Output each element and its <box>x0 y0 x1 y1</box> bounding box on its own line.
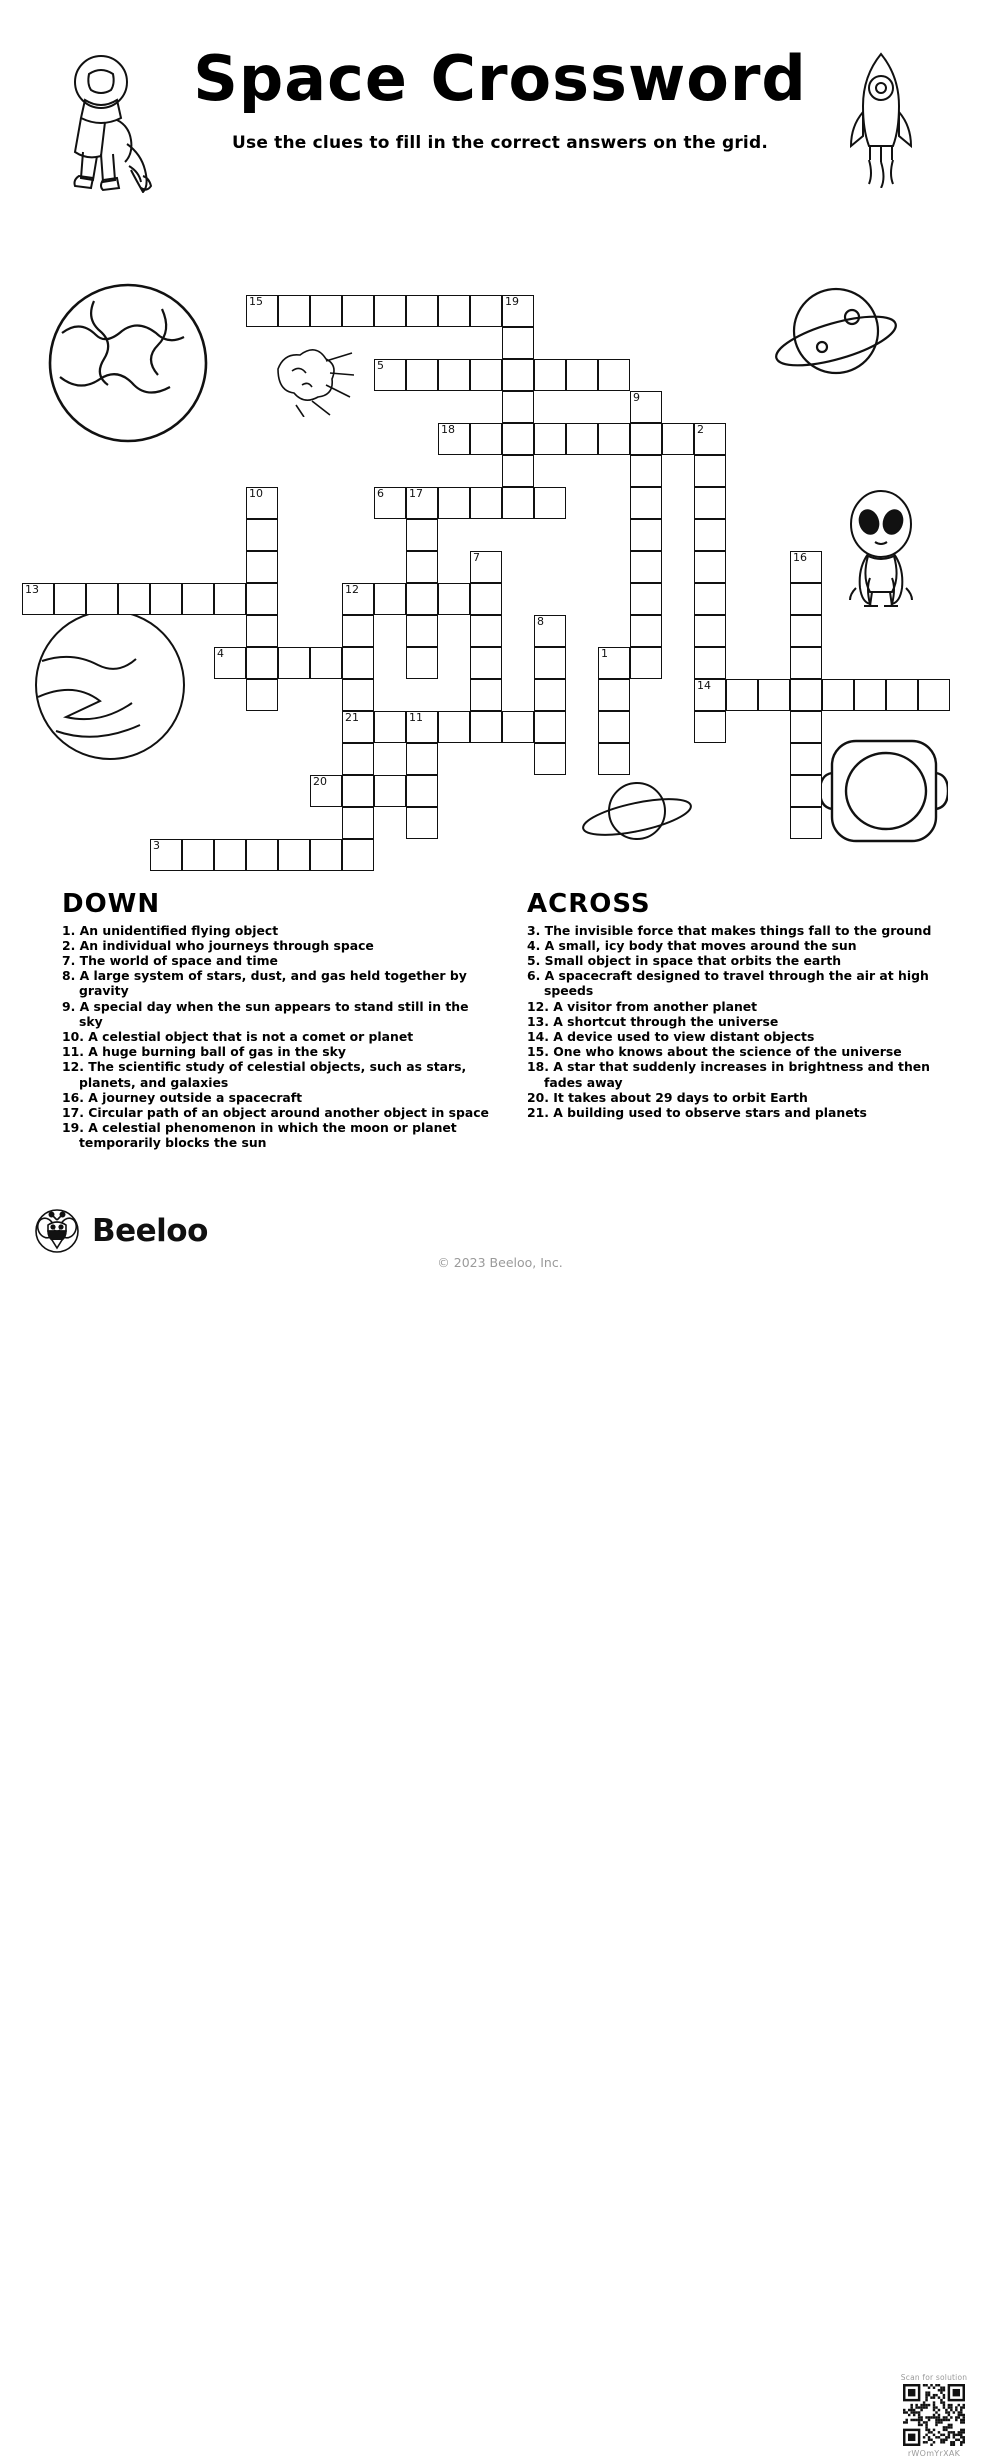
crossword-cell[interactable] <box>342 839 374 871</box>
crossword-cell[interactable] <box>406 711 438 743</box>
crossword-cell[interactable] <box>310 295 342 327</box>
cell-number: 13 <box>25 583 39 596</box>
crossword-cell[interactable] <box>502 711 534 743</box>
cell-number: 21 <box>345 711 359 724</box>
clue-text: A huge burning ball of gas in the sky <box>88 1044 346 1060</box>
clue-item <box>527 1014 947 1029</box>
crossword-cell[interactable] <box>918 679 950 711</box>
crossword-cell[interactable] <box>790 615 822 647</box>
qr-code-icon[interactable] <box>903 2384 965 2446</box>
crossword-cell[interactable] <box>374 359 406 391</box>
crossword-cell[interactable] <box>598 359 630 391</box>
crossword-cell[interactable] <box>726 679 758 711</box>
crossword-cell[interactable] <box>694 583 726 615</box>
crossword-cell[interactable] <box>406 295 438 327</box>
crossword-cell[interactable] <box>246 583 278 615</box>
crossword-cell[interactable] <box>374 295 406 327</box>
crossword-cell[interactable] <box>694 487 726 519</box>
crossword-cell[interactable] <box>214 647 246 679</box>
crossword-cell[interactable] <box>470 487 502 519</box>
crossword-cell[interactable] <box>534 487 566 519</box>
clue-number: 1. <box>62 922 80 938</box>
crossword-cell[interactable] <box>534 711 566 743</box>
crossword-cell[interactable] <box>502 327 534 359</box>
alien-illustration <box>838 490 924 610</box>
cell-number: 15 <box>249 295 263 308</box>
crossword-area <box>0 255 1000 880</box>
crossword-cell[interactable] <box>118 583 150 615</box>
clue-item <box>527 1090 947 1105</box>
clue-number: 19. <box>62 1120 89 1136</box>
crossword-cell[interactable] <box>502 423 534 455</box>
down-heading: DOWN <box>62 889 161 919</box>
crossword-cell[interactable] <box>406 487 438 519</box>
clue-text: An unidentified flying object <box>79 922 279 938</box>
clue-number: 9. <box>62 998 80 1014</box>
clue-number: 14. <box>527 1029 554 1045</box>
clue-text: A shortcut through the universe <box>553 1013 779 1029</box>
crossword-cell[interactable] <box>694 551 726 583</box>
clue-text: A spacecraft designed to travel through the air at high speeds <box>544 968 929 999</box>
crossword-cell[interactable] <box>502 487 534 519</box>
crossword-cell[interactable] <box>470 295 502 327</box>
page-footer <box>0 1185 1000 2458</box>
crossword-cell[interactable] <box>374 487 406 519</box>
cell-number: 10 <box>249 487 263 500</box>
crossword-cell[interactable] <box>182 583 214 615</box>
clue-item <box>62 1120 492 1150</box>
clue-item <box>62 1029 492 1044</box>
cell-number: 20 <box>313 775 327 788</box>
clue-number: 16. <box>62 1089 89 1105</box>
clue-item <box>527 968 947 998</box>
cell-number: 11 <box>409 711 423 724</box>
crossword-cell[interactable] <box>278 839 310 871</box>
crossword-cell[interactable] <box>790 583 822 615</box>
crossword-cell[interactable] <box>406 743 438 775</box>
cell-number: 14 <box>697 679 711 692</box>
clue-number: 12. <box>62 1059 89 1075</box>
clue-text: A visitor from another planet <box>553 998 758 1014</box>
crossword-cell[interactable] <box>790 743 822 775</box>
meteor-illustration <box>268 345 354 417</box>
clue-number: 18. <box>527 1059 554 1075</box>
crossword-cell[interactable] <box>246 679 278 711</box>
crossword-cell[interactable] <box>342 711 374 743</box>
brand-name: Beeloo <box>92 1213 208 1249</box>
clue-item <box>62 1059 492 1089</box>
cell-number: 12 <box>345 583 359 596</box>
crossword-cell[interactable] <box>182 839 214 871</box>
crossword-cell[interactable] <box>630 647 662 679</box>
clue-number: 12. <box>527 998 554 1014</box>
clue-number: 4. <box>527 937 545 953</box>
crossword-cell[interactable] <box>310 775 342 807</box>
clue-number: 21. <box>527 1105 554 1121</box>
clue-number: 8. <box>62 968 80 984</box>
across-clue-list <box>527 923 947 1121</box>
crossword-cell[interactable] <box>406 615 438 647</box>
crossword-cell[interactable] <box>406 583 438 615</box>
cell-number: 2 <box>697 423 704 436</box>
crossword-cell[interactable] <box>534 679 566 711</box>
crossword-cell[interactable] <box>470 423 502 455</box>
crossword-cell[interactable] <box>470 551 502 583</box>
crossword-cell[interactable] <box>22 583 54 615</box>
clue-item <box>527 953 947 968</box>
crossword-cell[interactable] <box>694 711 726 743</box>
crossword-cell[interactable] <box>214 839 246 871</box>
across-clues-column <box>527 890 947 1120</box>
crossword-cell[interactable] <box>310 839 342 871</box>
clue-item <box>62 968 492 998</box>
crossword-cell[interactable] <box>374 775 406 807</box>
crossword-cell[interactable] <box>534 743 566 775</box>
clue-item <box>527 1059 947 1089</box>
crossword-cell[interactable] <box>598 423 630 455</box>
crossword-cell[interactable] <box>342 583 374 615</box>
crossword-cell[interactable] <box>438 583 470 615</box>
clue-text: A celestial object that is not a comet or planet <box>88 1029 414 1045</box>
clues-section <box>0 890 1000 1180</box>
crossword-cell[interactable] <box>694 679 726 711</box>
clue-number: 3. <box>527 922 545 938</box>
clue-number: 17. <box>62 1105 89 1121</box>
crossword-cell[interactable] <box>470 711 502 743</box>
striped-planet-illustration <box>30 605 190 765</box>
crossword-cell[interactable] <box>822 679 854 711</box>
crossword-cell[interactable] <box>438 711 470 743</box>
clue-number: 6. <box>527 968 545 984</box>
crossword-cell[interactable] <box>342 807 374 839</box>
clue-text: A small, icy body that moves around the sun <box>544 937 857 953</box>
crossword-cell[interactable] <box>886 679 918 711</box>
crossword-cell[interactable] <box>694 423 726 455</box>
cell-number: 16 <box>793 551 807 564</box>
clue-item <box>527 1044 947 1059</box>
clue-number: 7. <box>62 953 80 968</box>
crossword-cell[interactable] <box>534 647 566 679</box>
crossword-cell[interactable] <box>310 647 342 679</box>
clue-item <box>62 1090 492 1105</box>
clue-text: An individual who journeys through space <box>79 937 374 953</box>
crossword-cell[interactable] <box>598 743 630 775</box>
crossword-cell[interactable] <box>502 359 534 391</box>
crossword-cell[interactable] <box>630 455 662 487</box>
clue-item <box>62 923 492 938</box>
clue-number: 5. <box>527 953 545 968</box>
clue-text: A journey outside a spacecraft <box>88 1089 303 1105</box>
crossword-cell[interactable] <box>630 391 662 423</box>
crossword-cell[interactable] <box>630 551 662 583</box>
crossword-cell[interactable] <box>246 647 278 679</box>
crossword-cell[interactable] <box>470 647 502 679</box>
crossword-cell[interactable] <box>534 615 566 647</box>
bee-icon <box>34 1208 80 1254</box>
cell-number: 1 <box>601 647 608 660</box>
crossword-cell[interactable] <box>342 295 374 327</box>
crossword-cell[interactable] <box>790 807 822 839</box>
crossword-cell[interactable] <box>630 519 662 551</box>
crossword-cell[interactable] <box>406 551 438 583</box>
cell-number: 8 <box>537 615 544 628</box>
page-header <box>0 0 1000 210</box>
clue-text: A special day when the sun appears to stand still in the sky <box>79 998 469 1029</box>
clue-text: A celestial phenomenon in which the moon or planet temporarily blocks the sun <box>79 1120 457 1151</box>
cell-number: 17 <box>409 487 423 500</box>
clue-item <box>62 999 492 1029</box>
crossword-cell[interactable] <box>438 487 470 519</box>
crossword-cell[interactable] <box>438 423 470 455</box>
crossword-cell[interactable] <box>438 359 470 391</box>
crossword-cell[interactable] <box>246 615 278 647</box>
clue-text: A device used to view distant objects <box>553 1029 815 1045</box>
crossword-cell[interactable] <box>694 519 726 551</box>
crossword-cell[interactable] <box>150 839 182 871</box>
across-heading: ACROSS <box>527 889 651 919</box>
crossword-cell[interactable] <box>790 679 822 711</box>
clue-text: A star that suddenly increases in brightness and then fades away <box>544 1059 930 1090</box>
crossword-cell[interactable] <box>438 295 470 327</box>
crossword-cell[interactable] <box>342 679 374 711</box>
crossword-cell[interactable] <box>374 583 406 615</box>
down-clues-column <box>62 890 492 1151</box>
clue-number: 10. <box>62 1029 89 1045</box>
crossword-cell[interactable] <box>150 583 182 615</box>
cell-number: 7 <box>473 551 480 564</box>
clue-number: 2. <box>62 937 80 953</box>
clue-text: It takes about 29 days to orbit Earth <box>553 1089 808 1105</box>
clue-number: 20. <box>527 1089 554 1105</box>
crossword-cell[interactable] <box>534 423 566 455</box>
cell-number: 6 <box>377 487 384 500</box>
crossword-cell[interactable] <box>694 615 726 647</box>
clue-item <box>527 1105 947 1120</box>
crossword-cell[interactable] <box>598 647 630 679</box>
crossword-cell[interactable] <box>502 295 534 327</box>
crossword-cell[interactable] <box>342 647 374 679</box>
clue-item <box>62 1105 492 1120</box>
planet-ring-illustration <box>578 775 696 855</box>
clue-text: The scientific study of celestial objects, such as stars, planets, and galaxies <box>79 1059 467 1090</box>
crossword-cell[interactable] <box>470 615 502 647</box>
crossword-cell[interactable] <box>598 711 630 743</box>
clue-item <box>527 938 947 953</box>
crossword-cell[interactable] <box>246 487 278 519</box>
crossword-cell[interactable] <box>278 647 310 679</box>
crossword-cell[interactable] <box>278 295 310 327</box>
crossword-cell[interactable] <box>406 775 438 807</box>
clue-item <box>527 999 947 1014</box>
copyright-text: © 2023 Beeloo, Inc. <box>437 1255 563 1270</box>
clue-item <box>62 938 492 953</box>
crossword-cell[interactable] <box>54 583 86 615</box>
crossword-cell[interactable] <box>566 359 598 391</box>
clue-text: A building used to observe stars and planets <box>553 1105 867 1121</box>
clue-number: 15. <box>527 1044 554 1060</box>
clue-text: Small object in space that orbits the earth <box>544 953 842 968</box>
crossword-cell[interactable] <box>694 455 726 487</box>
clue-item <box>527 923 947 938</box>
crossword-cell[interactable] <box>406 807 438 839</box>
cell-number: 18 <box>441 423 455 436</box>
crossword-cell[interactable] <box>502 455 534 487</box>
crossword-cell[interactable] <box>470 359 502 391</box>
crossword-cell[interactable] <box>758 679 790 711</box>
brand-logo <box>34 1208 208 1254</box>
crossword-cell[interactable] <box>630 487 662 519</box>
qr-caption: Scan for solution <box>900 2373 968 2382</box>
crossword-cell[interactable] <box>406 519 438 551</box>
clue-item <box>62 953 492 968</box>
crossword-cell[interactable] <box>566 423 598 455</box>
crossword-cell[interactable] <box>470 679 502 711</box>
crossword-cell[interactable] <box>214 583 246 615</box>
crossword-cell[interactable] <box>246 839 278 871</box>
clue-item <box>527 1029 947 1044</box>
earth-illustration <box>38 273 218 453</box>
crossword-cell[interactable] <box>534 359 566 391</box>
crossword-cell[interactable] <box>790 775 822 807</box>
clue-item <box>62 1044 492 1059</box>
crossword-cell[interactable] <box>854 679 886 711</box>
crossword-cell[interactable] <box>662 423 694 455</box>
cell-number: 9 <box>633 391 640 404</box>
crossword-cell[interactable] <box>694 647 726 679</box>
crossword-cell[interactable] <box>374 711 406 743</box>
saturn-illustration <box>768 283 900 399</box>
crossword-cell[interactable] <box>630 615 662 647</box>
crossword-cell[interactable] <box>790 551 822 583</box>
cell-number: 5 <box>377 359 384 372</box>
clue-text: The world of space and time <box>79 953 278 968</box>
qr-id-label: rWOmYrXAK <box>907 2449 961 2458</box>
crossword-cell[interactable] <box>406 647 438 679</box>
qr-solution-block[interactable] <box>884 2373 984 2458</box>
crossword-cell[interactable] <box>246 519 278 551</box>
down-clue-list <box>62 923 492 1151</box>
crossword-cell[interactable] <box>630 423 662 455</box>
crossword-cell[interactable] <box>790 711 822 743</box>
crossword-cell[interactable] <box>502 391 534 423</box>
page-subtitle: Use the clues to fill in the correct answers on the grid. <box>232 133 768 153</box>
crossword-cell[interactable] <box>342 775 374 807</box>
crossword-cell[interactable] <box>342 615 374 647</box>
crossword-cell[interactable] <box>246 295 278 327</box>
clue-text: One who knows about the science of the universe <box>553 1044 902 1060</box>
crossword-cell[interactable] <box>630 583 662 615</box>
crossword-cell[interactable] <box>470 583 502 615</box>
clue-text: Circular path of an object around another object in space <box>88 1105 489 1121</box>
clue-number: 11. <box>62 1044 89 1060</box>
crossword-cell[interactable] <box>246 551 278 583</box>
crossword-cell[interactable] <box>406 359 438 391</box>
space-helmet-illustration <box>818 733 948 855</box>
cell-number: 19 <box>505 295 519 308</box>
crossword-cell[interactable] <box>86 583 118 615</box>
crossword-cell[interactable] <box>790 647 822 679</box>
crossword-cell[interactable] <box>598 679 630 711</box>
cell-number: 4 <box>217 647 224 660</box>
crossword-cell[interactable] <box>342 743 374 775</box>
cell-number: 3 <box>153 839 160 852</box>
clue-number: 13. <box>527 1013 554 1029</box>
clue-text: The invisible force that makes things fall to the ground <box>544 922 932 938</box>
page-title: Space Crossword <box>193 42 807 115</box>
clue-text: A large system of stars, dust, and gas held together by gravity <box>79 968 467 999</box>
